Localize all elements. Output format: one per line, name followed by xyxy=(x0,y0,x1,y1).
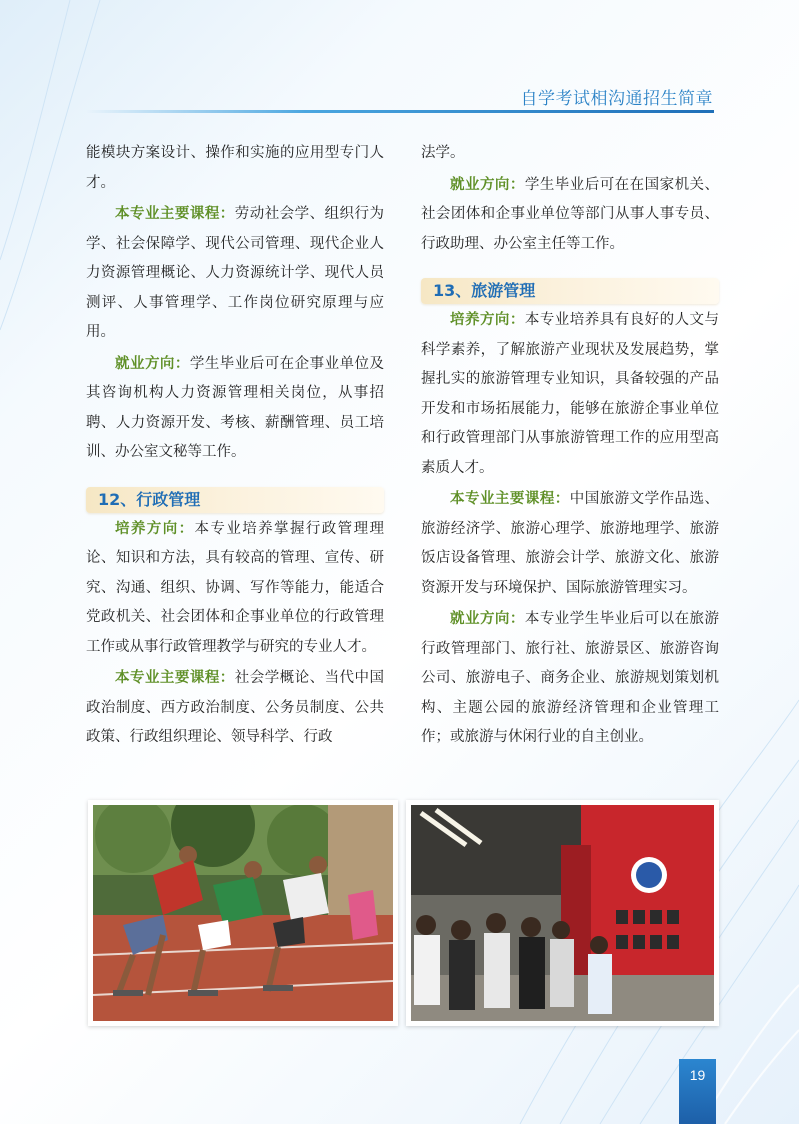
hr-employment-paragraph xyxy=(86,350,384,468)
hr-courses-label: 本专业主要课程： xyxy=(115,206,235,222)
continued-paragraph: 法学。 xyxy=(421,145,465,161)
sprint-photo-illustration xyxy=(93,805,393,1021)
page-number-box xyxy=(679,1059,716,1124)
s12-courses-label: 本专业主要课程： xyxy=(115,670,235,686)
right-column xyxy=(421,139,719,753)
s13-training-paragraph xyxy=(421,306,719,483)
hr-employment-text: 学生毕业后可在企事业单位及其咨询机构人力资源管理相关岗位，从事招聘、人力资源开发、考核、薪酬管理、员工培训、办公室文秘等工作。 xyxy=(86,355,385,460)
s12-employment-text: 学生毕业后可在在国家机关、社会团体和企事业单位等部门从事人事专员、行政助理、办公室主任等工作。 xyxy=(421,176,720,252)
s12-courses-text: 社会学概论、当代中国政治制度、西方政治制度、公务员制度、公共政策、行政组织理论、领导科学、行政 xyxy=(86,670,385,745)
header-title: 自学考试相沟通招生简章 xyxy=(520,89,713,109)
s12-training-text: 本专业培养掌握行政管理理论、知识和方法，具有较高的管理、宣传、研究、沟通、组织、协调、写作等能力，能适合党政机关、社会团体和企事业单位的行政管理工作或从事行政管理教学与研究的专业人才。 xyxy=(86,520,384,655)
s13-employment-text: 本专业学生毕业后可以在旅游行政管理部门、旅行社、旅游景区、旅游咨询公司、旅游电子、商务企业、旅游规划策划机构、主题公园的旅游经济管理和企业管理工作；或旅游与休闲行业的自主创业。 xyxy=(421,611,720,745)
s12-courses-paragraph xyxy=(86,664,384,753)
left-column xyxy=(86,139,384,753)
hr-courses-paragraph xyxy=(86,200,384,348)
page-number: 19 xyxy=(689,1067,706,1083)
s13-training-text: 本专业培养具有良好的人文与科学素养，了解旅游产业现状及发展趋势，掌握扎实的旅游管理专业知识，具备较强的产品开发和市场拓展能力，能够在旅游企事业单位和行政管理部门从事旅游管理工作的应用型高素质人才。 xyxy=(421,312,720,476)
s12-training-label: 培养方向： xyxy=(115,520,195,537)
s13-employment-label: 就业方向： xyxy=(450,611,525,627)
s12-training-paragraph xyxy=(86,515,384,663)
section-12-heading xyxy=(86,487,384,513)
s13-employment-paragraph xyxy=(421,605,719,753)
intro-paragraph: 能模块方案设计、操作和实施的应用型专门人才。 xyxy=(86,145,384,191)
section-13-title: 13、旅游管理 xyxy=(433,281,536,300)
s12-employment-label: 就业方向： xyxy=(450,176,525,193)
s13-training-label: 培养方向： xyxy=(450,312,525,328)
photo-track-sprint-start xyxy=(88,800,398,1026)
s13-courses-text: 中国旅游文学作品选、旅游经济学、旅游心理学、旅游地理学、旅游饭店设备管理、旅游会计学、旅游文化、旅游资源开发与环境保护、国际旅游管理实习。 xyxy=(421,491,720,596)
section-13-heading xyxy=(421,278,719,304)
s12-employment-paragraph xyxy=(421,171,719,260)
hr-courses-text: 劳动社会学、组织行为学、社会保障学、现代公司管理、现代企业人力资源管理概论、人力资源统计学、现代人员测评、人事管理学、工作岗位研究原理与应用。 xyxy=(86,206,385,340)
exhibition-photo-illustration xyxy=(411,805,714,1021)
photo-exhibition-visit xyxy=(406,800,719,1026)
s13-courses-label: 本专业主要课程： xyxy=(450,491,570,507)
s13-courses-paragraph xyxy=(421,485,719,603)
hr-employment-label: 就业方向： xyxy=(115,355,190,372)
header-divider xyxy=(86,110,714,113)
section-12-title: 12、行政管理 xyxy=(98,489,201,509)
